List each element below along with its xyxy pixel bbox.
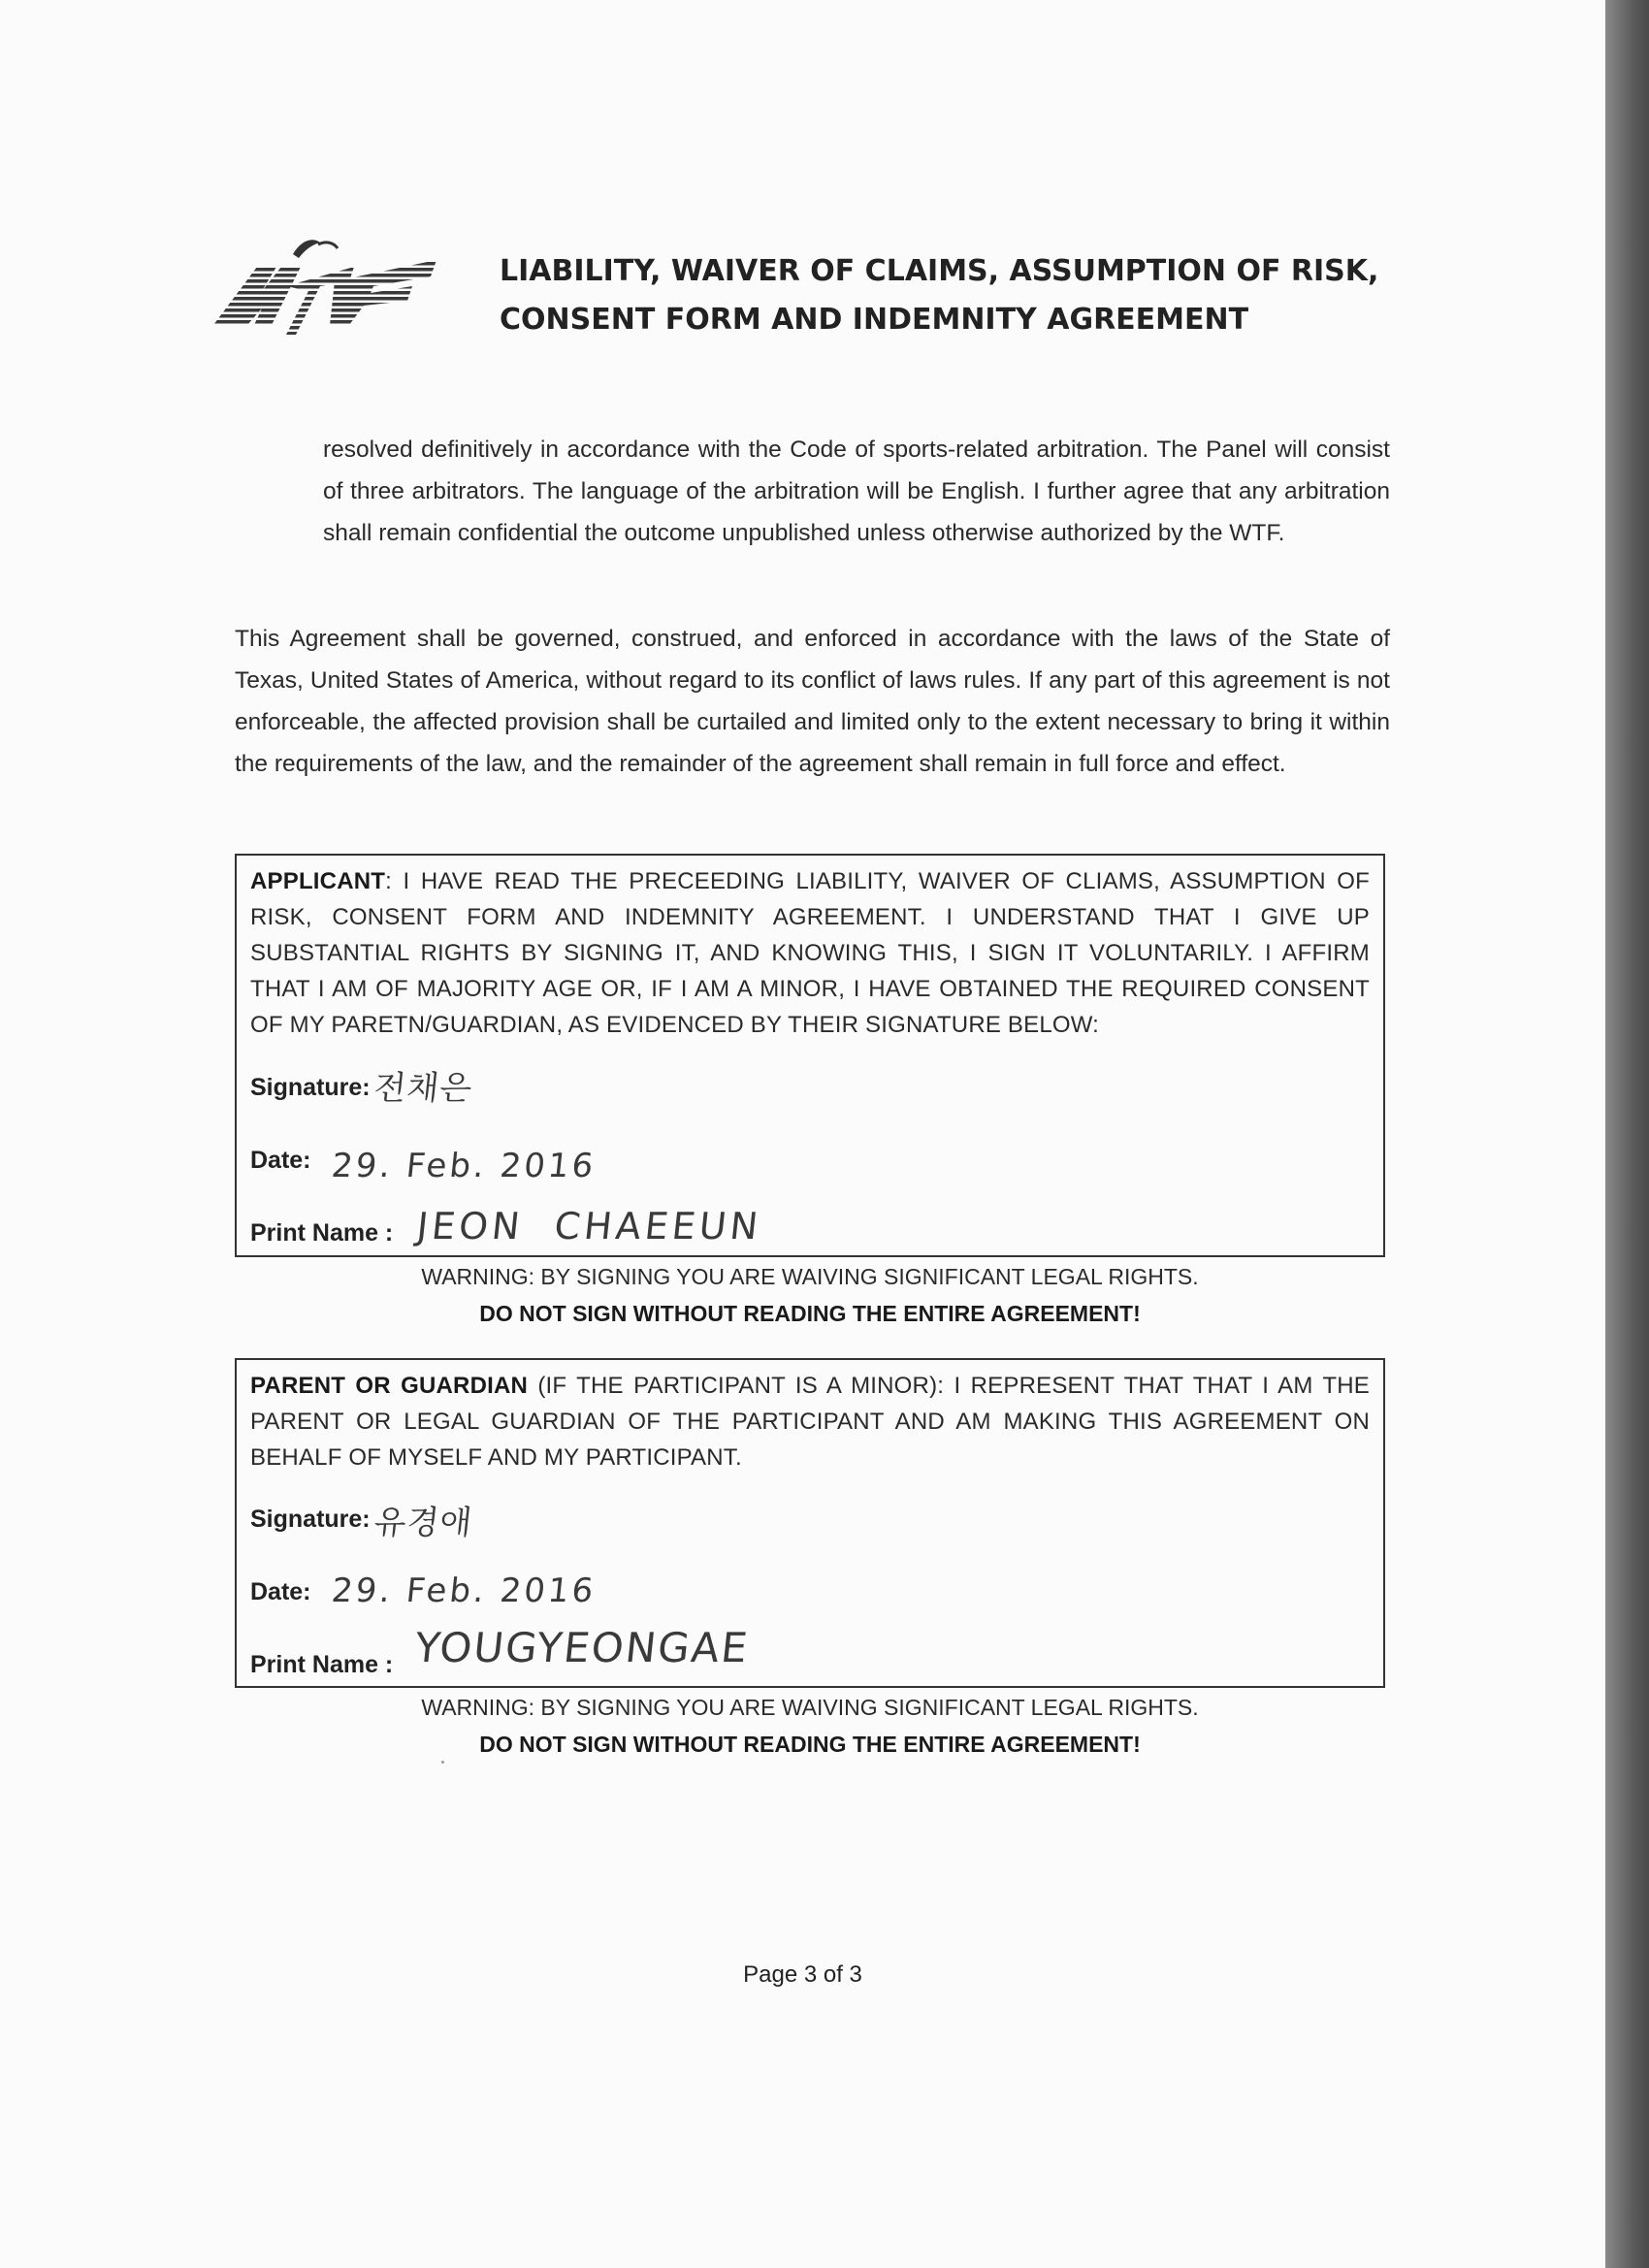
page-number: Page 3 of 3	[743, 1961, 862, 1988]
wtf-logo	[204, 233, 446, 340]
applicant-text: : I HAVE READ THE PRECEEDING LIABILITY, WAIVER OF CLIAMS, ASSUMPTION OF RISK, CONSENT FORM AND INDEMNITY AGREEMENT. I UNDERSTAND THAT I GIVE UP SUBSTANTIAL RIGHTS BY SIGNING IT, AND KNOWING THIS, I SIGN IT VOLUNTARILY. I AFFIRM THAT I AM OF MAJORITY AGE OR, IF I AM A MINOR, I HAVE OBTAINED THE REQUIRED CONSENT OF MY PARETN/GUARDIAN, AS EVIDENCED BY THEIR SIGNATURE BELOW:	[250, 868, 1370, 1038]
applicant-declaration	[250, 863, 1370, 1043]
guardian-print-name: YOUGYEONGAE	[412, 1624, 752, 1671]
title-line-2: CONSENT FORM AND INDEMNITY AGREEMENT	[500, 303, 1249, 337]
applicant-section	[235, 854, 1385, 1257]
warning-emphasis: DO NOT SIGN WITHOUT READING THE ENTIRE AGREEMENT!	[479, 1732, 1141, 1757]
scan-speck	[441, 1761, 444, 1764]
guardian-date-label: Date:	[250, 1578, 311, 1605]
guardian-text: (IF THE PARTICIPANT IS A MINOR): I REPRESENT THAT THAT I AM THE PARENT OR LEGAL GUARDIAN OF THE PARTICIPANT AND AM MAKING THIS AGREEMENT ON BEHALF OF MYSELF AND MY PARTICIPANT.	[250, 1373, 1370, 1471]
applicant-signature-label: Signature:	[250, 1074, 371, 1101]
applicant-warning	[235, 1258, 1385, 1332]
guardian-heading: PARENT OR GUARDIAN	[250, 1373, 529, 1399]
warning-emphasis: DO NOT SIGN WITHOUT READING THE ENTIRE AGREEMENT!	[479, 1301, 1141, 1326]
scanner-edge	[1605, 0, 1649, 2268]
guardian-section	[235, 1358, 1385, 1688]
guardian-warning	[235, 1689, 1385, 1763]
arbitration-paragraph: resolved definitively in accordance with the Code of sports-related arbitration. The Panel will consist of three arbitrators. The language of the arbitration will be English. I further agree that any arbitration shall remain confidential the outcome unpublished unless otherwise authorized by the WTF.	[323, 437, 1390, 546]
applicant-heading: APPLICANT	[250, 868, 386, 894]
guardian-declaration	[250, 1368, 1370, 1475]
applicant-print-name-label: Print Name :	[250, 1219, 394, 1247]
governing-law-paragraph: This Agreement shall be governed, construed, and enforced in accordance with the laws of the State of Texas, United States of America, without regard to its conflict of laws rules. If any part of this agreement is not enforceable, the affected provision shall be curtailed and limited only to the extent necessary to bring it within the requirements of the law, and the remainder of the agreement shall remain in full force and effect.	[235, 626, 1390, 777]
applicant-signature: 전채은	[372, 1069, 475, 1108]
applicant-date-label: Date:	[250, 1147, 311, 1174]
guardian-date: 29. Feb. 2016	[329, 1571, 598, 1610]
guardian-print-name-label: Print Name :	[250, 1651, 394, 1678]
title-line-1: LIABILITY, WAIVER OF CLAIMS, ASSUMPTION OF RISK,	[500, 254, 1379, 288]
guardian-signature-label: Signature:	[250, 1506, 371, 1533]
applicant-print-name: JEON CHAEEUN	[414, 1205, 764, 1247]
applicant-date: 29. Feb. 2016	[329, 1147, 598, 1185]
document-title	[500, 247, 1378, 344]
warning-line: WARNING: BY SIGNING YOU ARE WAIVING SIGNIFICANT LEGAL RIGHTS.	[421, 1695, 1199, 1720]
warning-line: WARNING: BY SIGNING YOU ARE WAIVING SIGNIFICANT LEGAL RIGHTS.	[421, 1264, 1199, 1289]
guardian-signature: 유경애	[372, 1504, 475, 1542]
